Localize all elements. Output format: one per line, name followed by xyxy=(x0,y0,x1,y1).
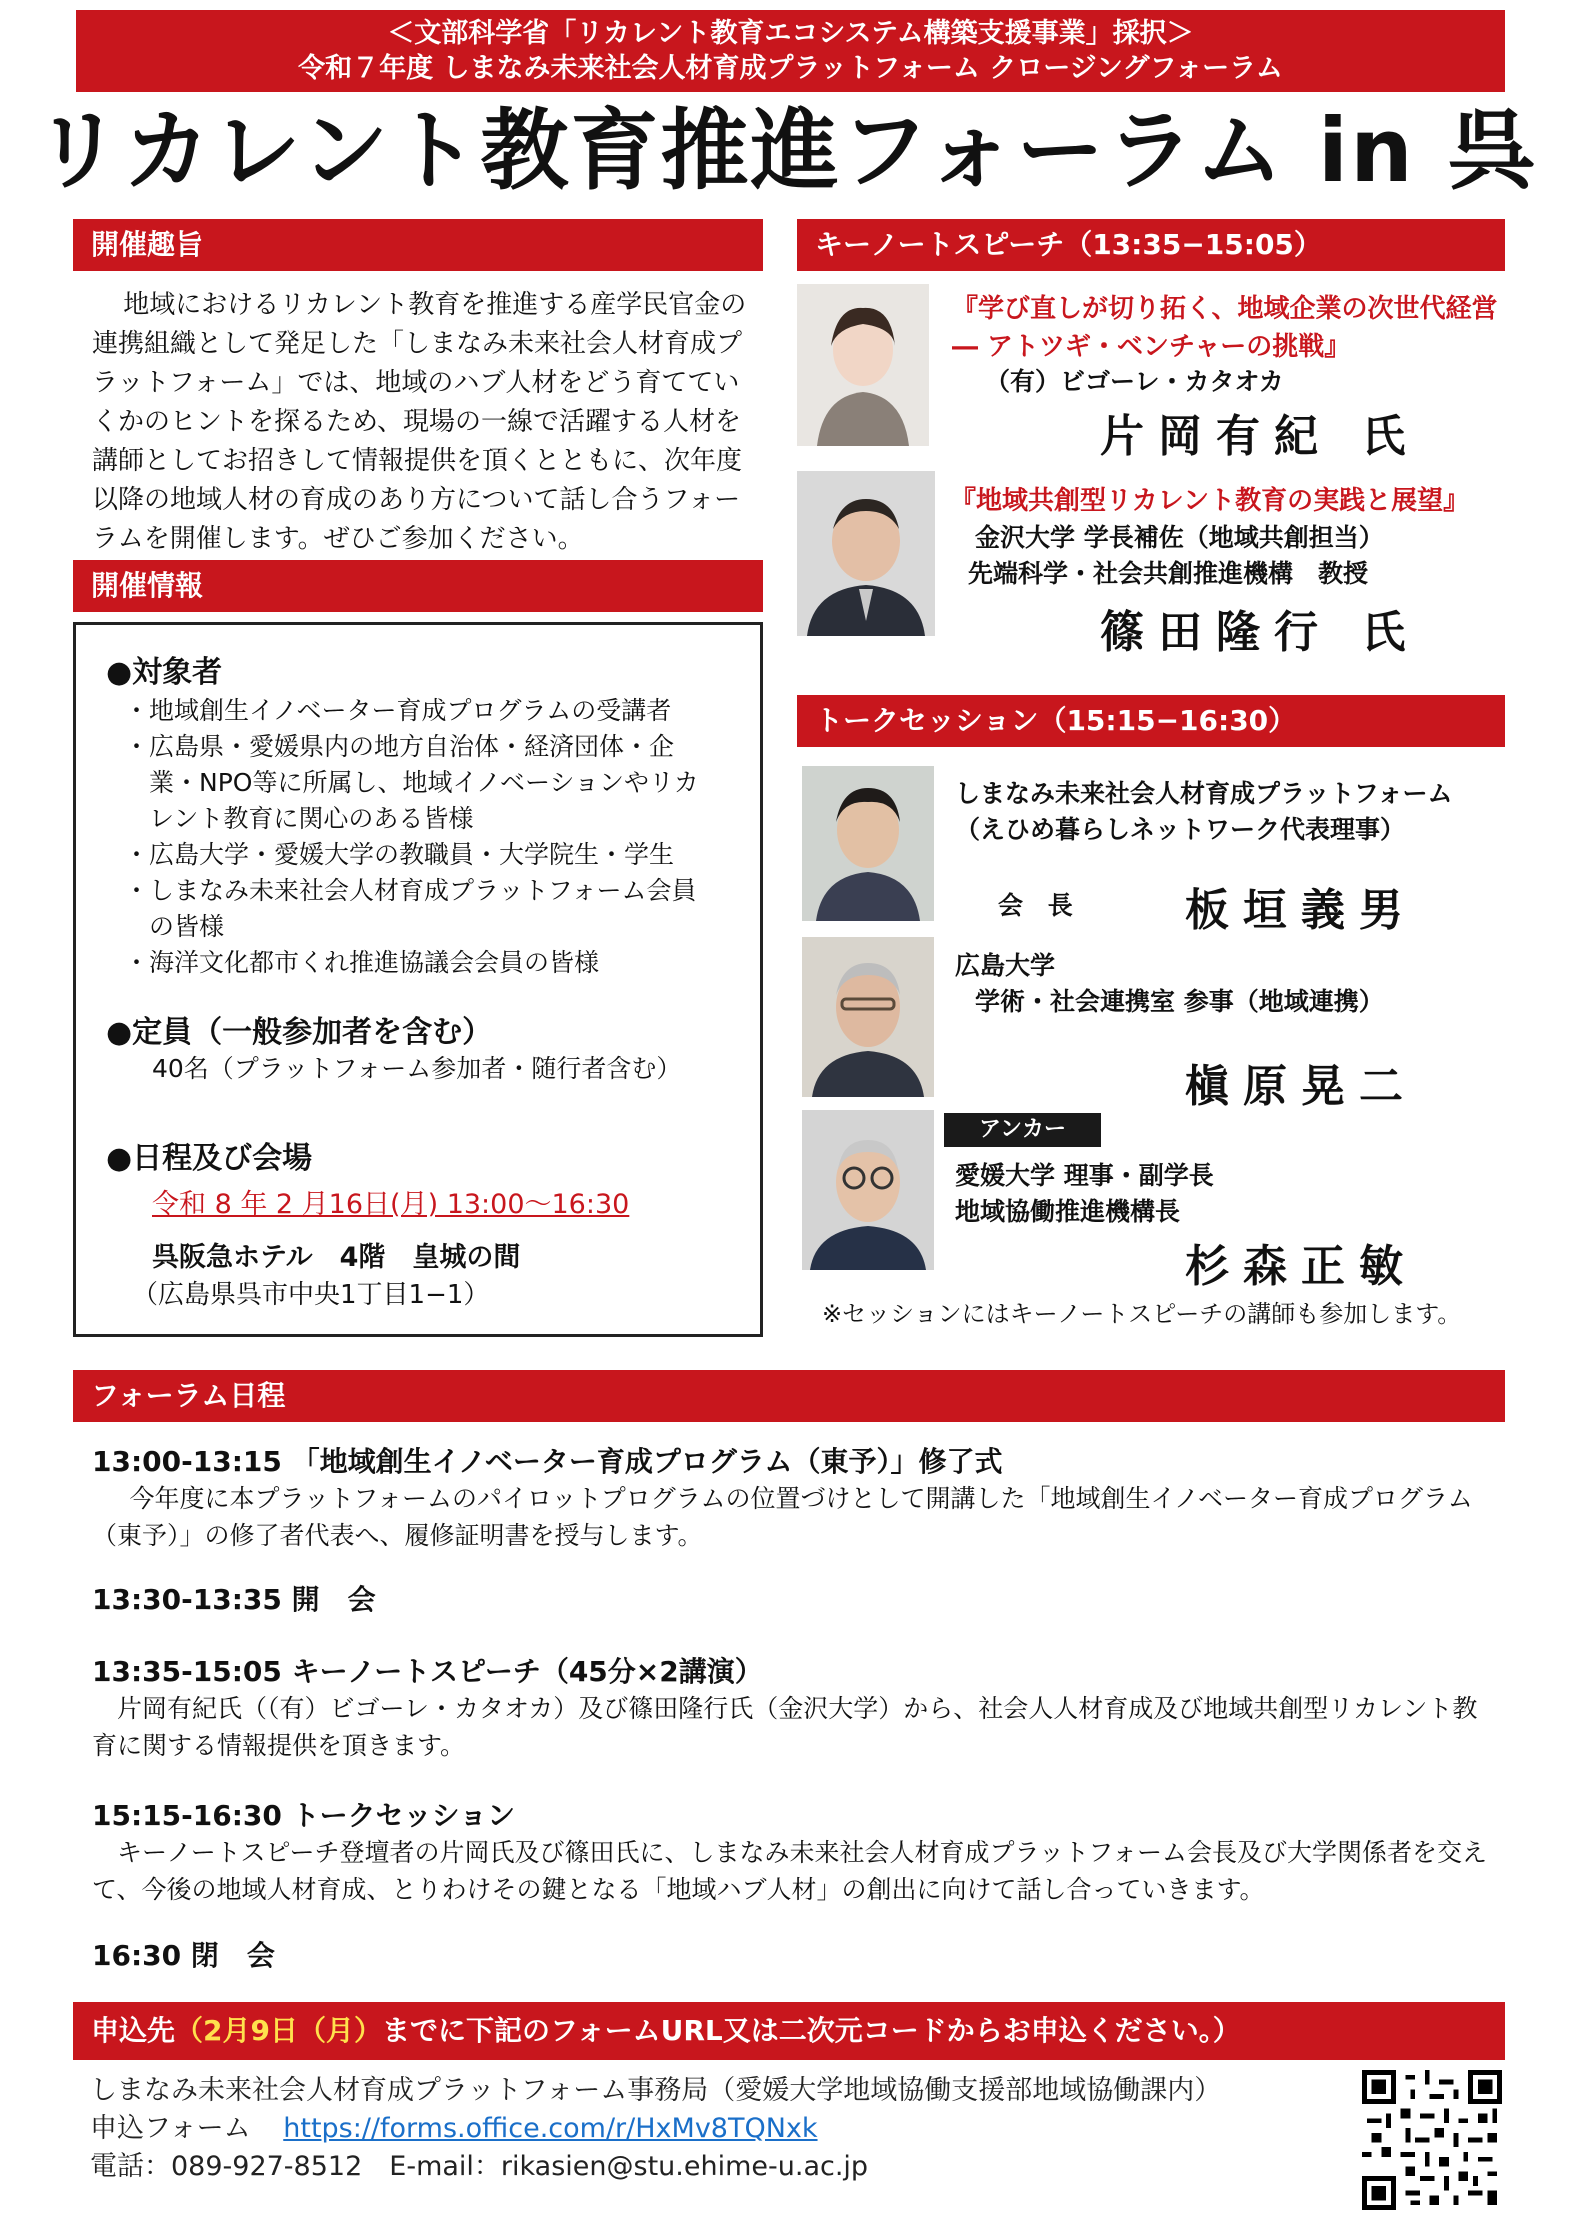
keynote-1-title: 『学び直しが切り拓く、地域企業の次世代経営 ― アトツギ・ベンチャーの挑戦』 xyxy=(952,294,1498,362)
talk-note: ※セッションにはキーノートスピーチの講師も参加します。 xyxy=(822,1300,1462,1328)
panelist-photo-1 xyxy=(802,766,934,921)
schedule-title: トークセッション xyxy=(291,1799,516,1832)
venue-name: 呉阪急ホテル 4階 皇城の間 xyxy=(152,1242,521,1273)
audience-list xyxy=(124,693,704,981)
schedule-desc: 片岡有紀氏（（有）ビゴーレ・カタオカ）及び篠田隆行氏（金沢大学）から、社会人人材育成及び地域共創型リカレント教育に関する情報提供を頂きます。 xyxy=(92,1694,1478,1760)
speaker-photo-2 xyxy=(797,471,935,636)
section-info-heading: 開催情報 xyxy=(73,560,763,612)
top-banner xyxy=(76,10,1505,92)
audience-item: ・広島大学・愛媛大学の教職員・大学院生・学生 xyxy=(124,840,675,869)
panelist-1-name: 板垣義男 xyxy=(1185,885,1417,936)
schedule-time: 13:00-13:15 xyxy=(92,1445,282,1478)
section-schedule-heading: フォーラム日程 xyxy=(73,1370,1505,1422)
form-link[interactable]: https://forms.office.com/r/HxMv8TQNxk xyxy=(283,2113,818,2144)
schedule-time: 13:30-13:35 xyxy=(92,1583,282,1616)
schedule-time: 13:35-15:05 xyxy=(92,1655,282,1688)
audience-item: ・海洋文化都市くれ推進協議会会員の皆様 xyxy=(124,948,600,977)
panelist-2-affiliation: 広島大学 xyxy=(955,951,1056,980)
keynote-2-affiliation-2: 先端科学・社会共創推進機構 教授 xyxy=(968,559,1369,588)
apply-suffix: までに下記のフォームURL又は二次元コードからお申込ください。） xyxy=(381,2014,1241,2047)
section-keynote-heading: キーノートスピーチ（13:35−15:05） xyxy=(797,219,1505,271)
venue-heading: ●日程及び会場 xyxy=(106,1141,313,1176)
schedule-title: 閉 会 xyxy=(190,1939,275,1972)
contact-info: 電話：089-927-8512 E-mail：rikasien@stu.ehime-u.ac.jp xyxy=(90,2151,869,2182)
audience-item: ・しまなみ未来社会人材育成プラットフォーム会員の皆様 xyxy=(124,876,697,941)
panelist-3-affiliation-2: 地域協働推進機構長 xyxy=(955,1197,1181,1226)
info-box xyxy=(73,622,763,1337)
qr-code-icon[interactable] xyxy=(1362,2070,1502,2210)
keynote-1-affiliation: （有）ビゴーレ・カタオカ xyxy=(985,367,1284,396)
apply-banner xyxy=(73,2002,1505,2060)
panelist-1-affiliation-2: （えひめ暮らしネットワーク代表理事） xyxy=(955,815,1406,844)
apply-prefix: 申込先 xyxy=(91,2014,176,2047)
audience-heading: ●対象者 xyxy=(106,655,223,690)
section-talk-heading: トークセッション（15:15−16:30） xyxy=(797,695,1505,747)
schedule-title: キーノートスピーチ（45分×2講演） xyxy=(291,1655,763,1688)
keynote-2-title: 『地域共創型リカレント教育の実践と展望』 xyxy=(950,486,1470,516)
panelist-photo-2 xyxy=(802,937,934,1097)
form-label: 申込フォーム xyxy=(90,2113,251,2144)
schedule-time: 15:15-16:30 xyxy=(92,1799,282,1832)
audience-item: ・広島県・愛媛県内の地方自治体・経済団体・企業・NPO等に所属し、地域イノベーションやリカレント教育に関心のある皆様 xyxy=(124,732,699,833)
schedule-item xyxy=(92,1794,1502,1908)
panelist-2-name: 槇原晃二 xyxy=(1185,1061,1417,1112)
keynote-1-name: 片岡有紀 氏 xyxy=(1100,411,1420,462)
banner-line-2: 令和７年度 しまなみ未来社会人材育成プラットフォーム クロージングフォーラム xyxy=(298,53,1283,84)
apply-deadline: （2月9日（月） xyxy=(175,2014,382,2047)
form-row xyxy=(90,2110,818,2147)
capacity-heading: ●定員（一般参加者を含む） xyxy=(106,1015,493,1050)
panelist-2-affiliation-2: 学術・社会連携室 参事（地域連携） xyxy=(975,987,1384,1016)
page-title: リカレント教育推進フォーラム in 呉 xyxy=(33,99,1538,202)
panelist-3-name: 杉森正敏 xyxy=(1185,1241,1417,1292)
schedule-item xyxy=(92,1440,1502,1554)
panelist-photo-3 xyxy=(802,1110,934,1270)
keynote-2-affiliation: 金沢大学 学長補佐（地域共創担当） xyxy=(975,523,1384,552)
schedule-title: 開 会 xyxy=(291,1583,376,1616)
anchor-badge: アンカー xyxy=(944,1113,1101,1147)
purpose-text: 地域におけるリカレント教育を推進する産学民官金の連携組織として発足した「しまなみ未来社会人材育成プラットフォーム」では、地域のハブ人材をどう育てていくかのヒントを探るため、現場の一線で活躍する人材を講師としてお招きして情報提供を頂くとともに、次年度以降の地域人材の育成のあり方について話し合うフォーラムを開催します。ぜひご参加ください。 xyxy=(92,290,747,554)
office-name: しまなみ未来社会人材育成プラットフォーム事務局（愛媛大学地域協働支援部地域協働課内） xyxy=(90,2075,1222,2106)
banner-line-1: ＜文部科学省「リカレント教育エコシステム構築支援事業」採択＞ xyxy=(387,18,1194,49)
panelist-1-affiliation: しまなみ未来社会人材育成プラットフォーム xyxy=(955,779,1453,808)
schedule-time: 16:30 xyxy=(92,1939,182,1972)
audience-item: ・地域創生イノベーター育成プログラムの受講者 xyxy=(124,696,672,725)
schedule-item xyxy=(92,1650,1502,1764)
speaker-photo-1 xyxy=(797,284,929,446)
schedule-desc: キーノートスピーチ登壇者の片岡氏及び篠田氏に、しまなみ未来社会人材育成プラットフォーム会長及び大学関係者を交えて、今後の地域人材育成、とりわけその鍵となる「地域ハブ人材」の創出に向けて話し合っていきます。 xyxy=(92,1838,1488,1904)
keynote-2-name: 篠田隆行 氏 xyxy=(1100,607,1420,658)
schedule-desc: 今年度に本プラットフォームのパイロットプログラムの位置づけとして開講した「地域創生イノベーター育成プログラム（東予）」の修了者代表へ、履修証明書を授与します。 xyxy=(92,1484,1473,1550)
section-purpose-heading: 開催趣旨 xyxy=(73,219,763,271)
capacity-text: 40名（プラットフォーム参加者・随行者含む） xyxy=(152,1054,682,1083)
schedule-title: 「地域創生イノベーター育成プログラム（東予）」修了式 xyxy=(291,1445,1003,1478)
event-date: 令和 8 年 2 月16日(月) 13:00～16:30 xyxy=(152,1189,630,1220)
schedule-item xyxy=(92,1934,1502,1974)
panelist-1-role: 会 長 xyxy=(998,891,1081,920)
venue-address: （広島県呉市中央1丁目1−1） xyxy=(132,1280,490,1310)
schedule-item xyxy=(92,1578,1502,1618)
panelist-3-affiliation: 愛媛大学 理事・副学長 xyxy=(955,1161,1214,1190)
